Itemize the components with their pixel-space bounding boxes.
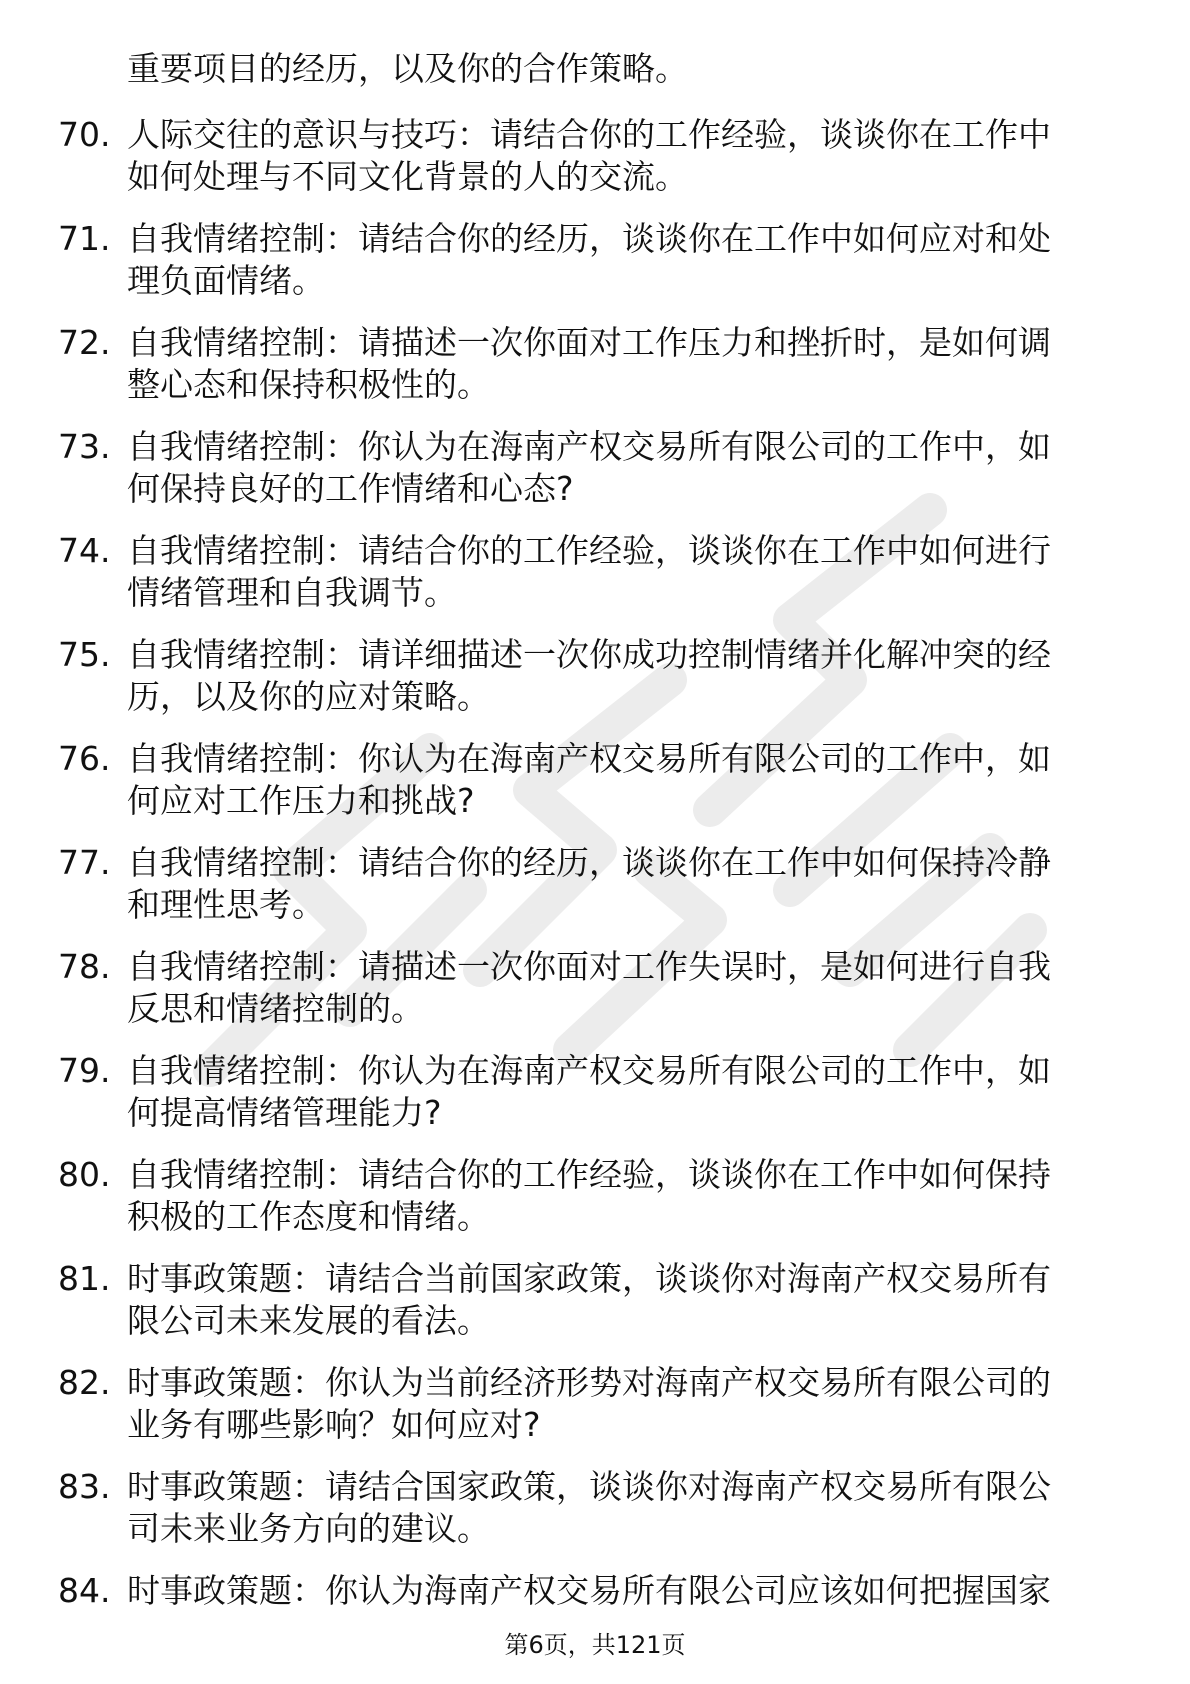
item-text (127, 1154, 1117, 1238)
continuation-text: 重要项目的经历，以及你的合作策略。 (127, 49, 688, 88)
item-text-line: 自我情绪控制：请结合你的经历，谈谈你在工作中如何保持冷静 (127, 843, 1051, 882)
list-item (0, 1362, 1190, 1466)
item-text (127, 1258, 1117, 1342)
item-text-line: 限公司未来发展的看法。 (127, 1301, 490, 1340)
item-text (127, 1362, 1117, 1446)
item-number: 83. (58, 1467, 111, 1506)
item-text-line: 时事政策题：你认为海南产权交易所有限公司应该如何把握国家 (127, 1571, 1051, 1610)
page-footer: 第6页，共121页 (504, 1631, 686, 1659)
item-text-line: 人际交往的意识与技巧：请结合你的工作经验，谈谈你在工作中 (127, 115, 1051, 154)
item-number: 71. (58, 219, 111, 258)
list-item (0, 1258, 1190, 1362)
list-item (0, 1050, 1190, 1154)
list-item (0, 218, 1190, 322)
item-number: 73. (58, 427, 111, 466)
item-text-line: 时事政策题：请结合国家政策，谈谈你对海南产权交易所有限公 (127, 1467, 1051, 1506)
item-text (127, 1050, 1117, 1134)
item-text (127, 634, 1117, 718)
item-text-line: 和理性思考。 (127, 885, 325, 924)
list-item (0, 322, 1190, 426)
item-number: 75. (58, 635, 111, 674)
item-text (127, 738, 1117, 822)
item-text-line: 自我情绪控制：你认为在海南产权交易所有限公司的工作中，如 (127, 739, 1051, 778)
item-text (127, 946, 1117, 1030)
item-text-line: 自我情绪控制：请结合你的经历，谈谈你在工作中如何应对和处 (127, 219, 1051, 258)
item-text (127, 218, 1117, 302)
item-text-line: 情绪管理和自我调节。 (127, 573, 457, 612)
list-item (0, 426, 1190, 530)
item-text-line: 自我情绪控制：请详细描述一次你成功控制情绪并化解冲突的经 (127, 635, 1051, 674)
item-text (127, 322, 1117, 406)
item-text (127, 530, 1117, 614)
list-item (0, 738, 1190, 842)
item-number: 81. (58, 1259, 111, 1298)
item-text-line: 何应对工作压力和挑战? (127, 781, 475, 820)
list-item (0, 634, 1190, 738)
item-text-line: 业务有哪些影响？如何应对? (127, 1405, 541, 1444)
item-number: 74. (58, 531, 111, 570)
item-text-line: 如何处理与不同文化背景的人的交流。 (127, 157, 688, 196)
item-text-line: 何保持良好的工作情绪和心态? (127, 469, 574, 508)
item-text-line: 自我情绪控制：你认为在海南产权交易所有限公司的工作中，如 (127, 1051, 1051, 1090)
item-number: 79. (58, 1051, 111, 1090)
item-text-line: 反思和情绪控制的。 (127, 989, 424, 1028)
item-text-line: 时事政策题：你认为当前经济形势对海南产权交易所有限公司的 (127, 1363, 1051, 1402)
list-item (0, 530, 1190, 634)
item-number: 72. (58, 323, 111, 362)
item-text-line: 历，以及你的应对策略。 (127, 677, 490, 716)
list-item (0, 842, 1190, 946)
list-item (0, 114, 1190, 218)
item-text-line: 自我情绪控制：请描述一次你面对工作失误时，是如何进行自我 (127, 947, 1051, 986)
item-number: 78. (58, 947, 111, 986)
item-text-line: 整心态和保持积极性的。 (127, 365, 490, 404)
item-number: 77. (58, 843, 111, 882)
item-text-line: 积极的工作态度和情绪。 (127, 1197, 490, 1236)
item-text-line: 何提高情绪管理能力? (127, 1093, 442, 1132)
item-text (127, 1570, 1117, 1612)
item-number: 80. (58, 1155, 111, 1194)
item-number: 84. (58, 1571, 111, 1610)
item-number: 70. (58, 115, 111, 154)
list-item (0, 1154, 1190, 1258)
item-text-line: 时事政策题：请结合当前国家政策，谈谈你对海南产权交易所有 (127, 1259, 1051, 1298)
item-text-line: 自我情绪控制：请结合你的工作经验，谈谈你在工作中如何保持 (127, 1155, 1051, 1194)
item-text (127, 114, 1117, 198)
item-text-line: 自我情绪控制：请描述一次你面对工作压力和挫折时，是如何调 (127, 323, 1051, 362)
item-text-line: 自我情绪控制：你认为在海南产权交易所有限公司的工作中，如 (127, 427, 1051, 466)
item-text-line: 自我情绪控制：请结合你的工作经验，谈谈你在工作中如何进行 (127, 531, 1051, 570)
item-text (127, 1466, 1117, 1550)
question-list (0, 114, 1190, 1674)
item-text (127, 842, 1117, 926)
list-item (0, 946, 1190, 1050)
item-text-line: 理负面情绪。 (127, 261, 325, 300)
item-number: 76. (58, 739, 111, 778)
item-text (127, 426, 1117, 510)
list-item (0, 1466, 1190, 1570)
item-number: 82. (58, 1363, 111, 1402)
item-text-line: 司未来业务方向的建议。 (127, 1509, 490, 1548)
